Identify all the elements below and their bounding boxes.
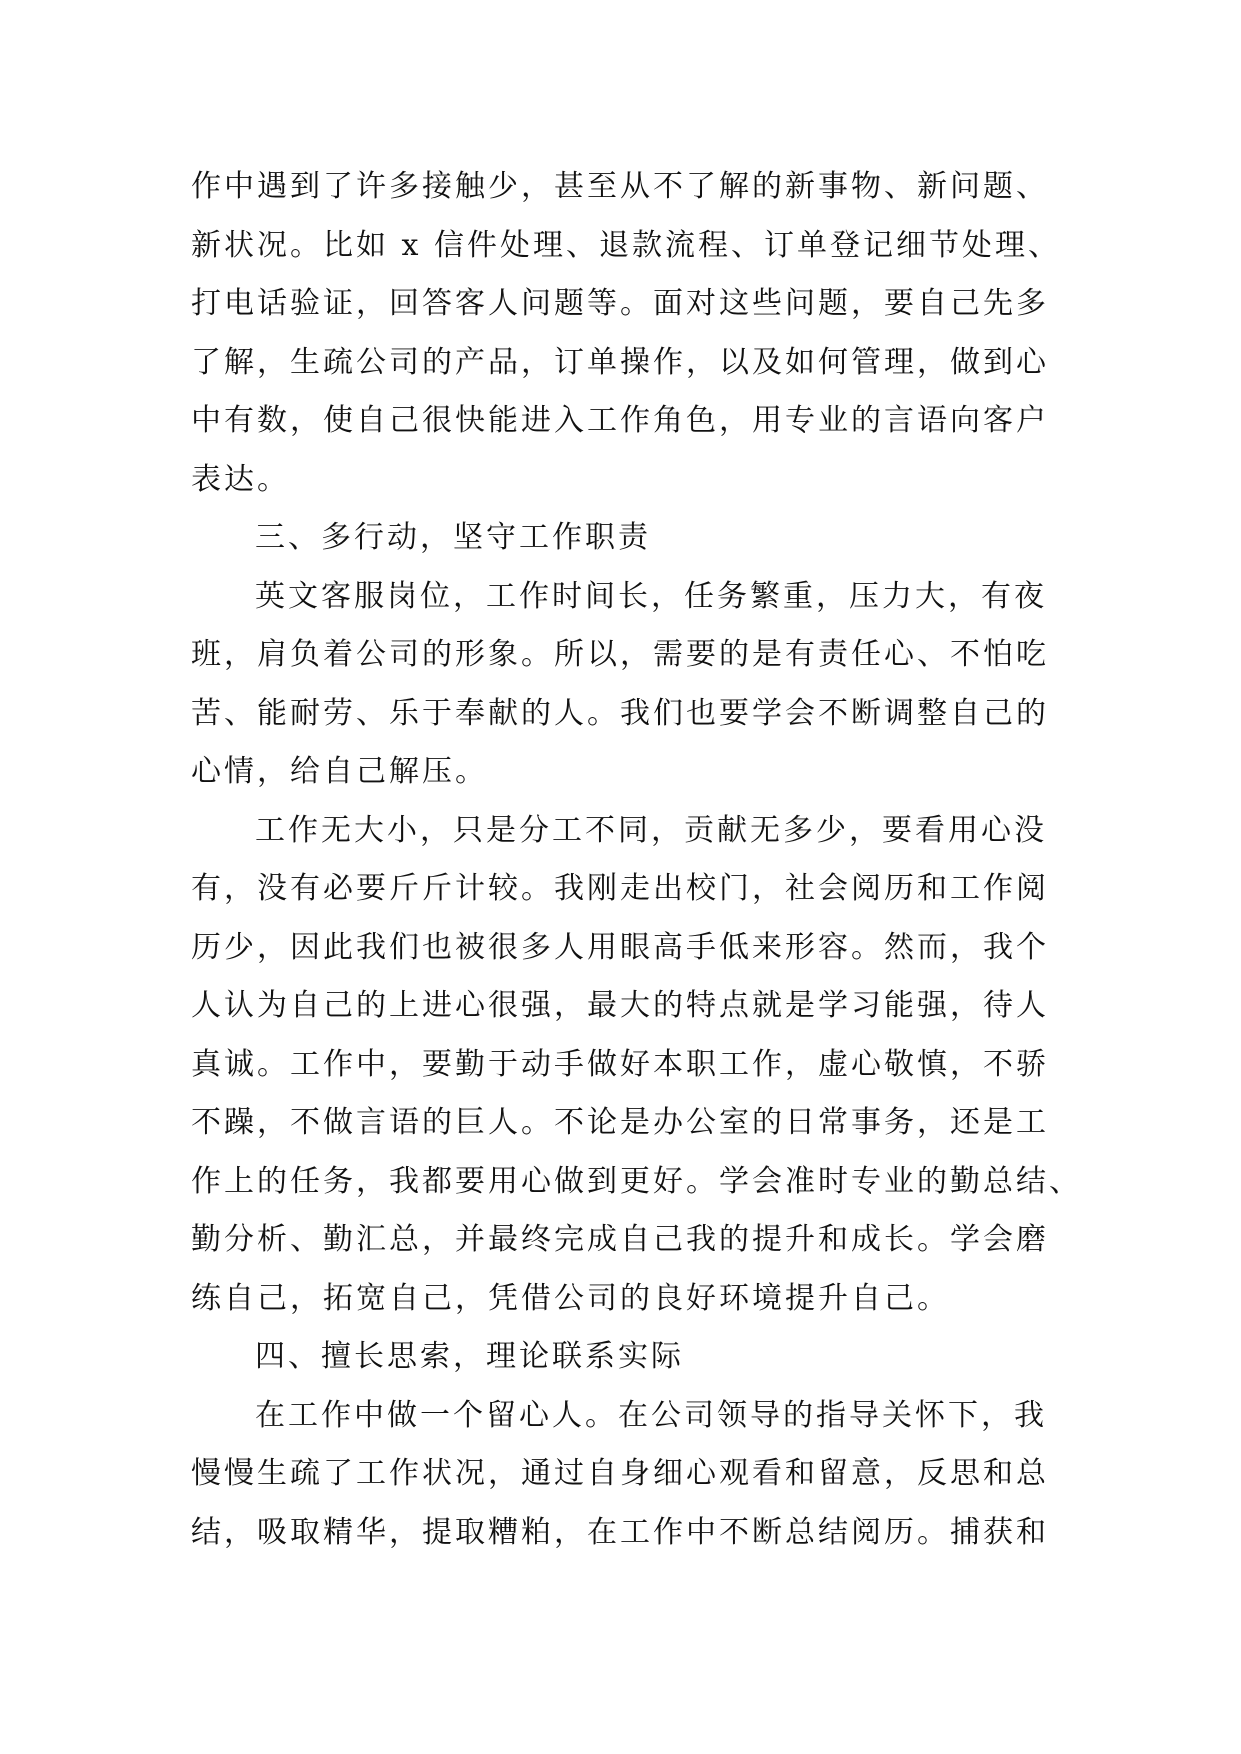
- section-heading: 四、擅长思索，理论联系实际: [255, 1339, 684, 1374]
- section-heading: 三、多行动，坚守工作职责: [255, 520, 651, 555]
- text-line: 勤分析、勤汇总，并最终完成自己我的提升和成长。学会磨: [191, 1222, 1049, 1257]
- text-line: 苦、能耐劳、乐于奉献的人。我们也要学会不断调整自己的: [191, 695, 1049, 731]
- text-line: 新状况。比如 x 信件处理、退款流程、订单登记细节处理、: [191, 227, 1061, 263]
- document-body: [191, 158, 1082, 1562]
- text-line: 慢慢生疏了工作状况，通过自身细心观看和留意，反思和总: [191, 1456, 1049, 1491]
- text-line: 有，没有必要斤斤计较。我刚走出校门，社会阅历和工作阅: [191, 871, 1049, 906]
- text-line: 心情，给自己解压。: [191, 754, 488, 789]
- text-line: 历少，因此我们也被很多人用眼高手低来形容。然而，我个: [191, 929, 1049, 965]
- text-line: 中有数，使自己很快能进入工作角色，用专业的言语向客户: [191, 403, 1049, 438]
- text-line: 打电话验证，回答客人问题等。面对这些问题，要自己先多: [191, 286, 1049, 321]
- text-line: 人认为自己的上进心很强，最大的特点就是学习能强，待人: [191, 988, 1049, 1023]
- text-line: 作上的任务，我都要用心做到更好。学会准时专业的勤总结、: [191, 1163, 1082, 1199]
- text-line: 不躁，不做言语的巨人。不论是办公室的日常事务，还是工: [191, 1105, 1049, 1140]
- text-line: 结，吸取精华，提取糟粕，在工作中不断总结阅历。捕获和: [191, 1514, 1049, 1550]
- text-line: 表达。: [191, 461, 290, 497]
- text-line: 作中遇到了许多接触少，甚至从不了解的新事物、新问题、: [191, 169, 1049, 204]
- text-line: 练自己，拓宽自己，凭借公司的良好环境提升自己。: [191, 1280, 950, 1316]
- text-line: 班，肩负着公司的形象。所以，需要的是有责任心、不怕吃: [191, 637, 1049, 672]
- text-line: 工作无大小，只是分工不同，贡献无多少，要看用心没: [255, 812, 1047, 848]
- text-line: 英文客服岗位，工作时间长，任务繁重，压力大，有夜: [255, 578, 1047, 614]
- text-line: 了解，生疏公司的产品，订单操作，以及如何管理，做到心: [191, 344, 1049, 380]
- text-line: 真诚。工作中，要勤于动手做好本职工作，虚心敬慎，不骄: [191, 1046, 1049, 1082]
- text-line: 在工作中做一个留心人。在公司领导的指导关怀下，我: [255, 1397, 1047, 1433]
